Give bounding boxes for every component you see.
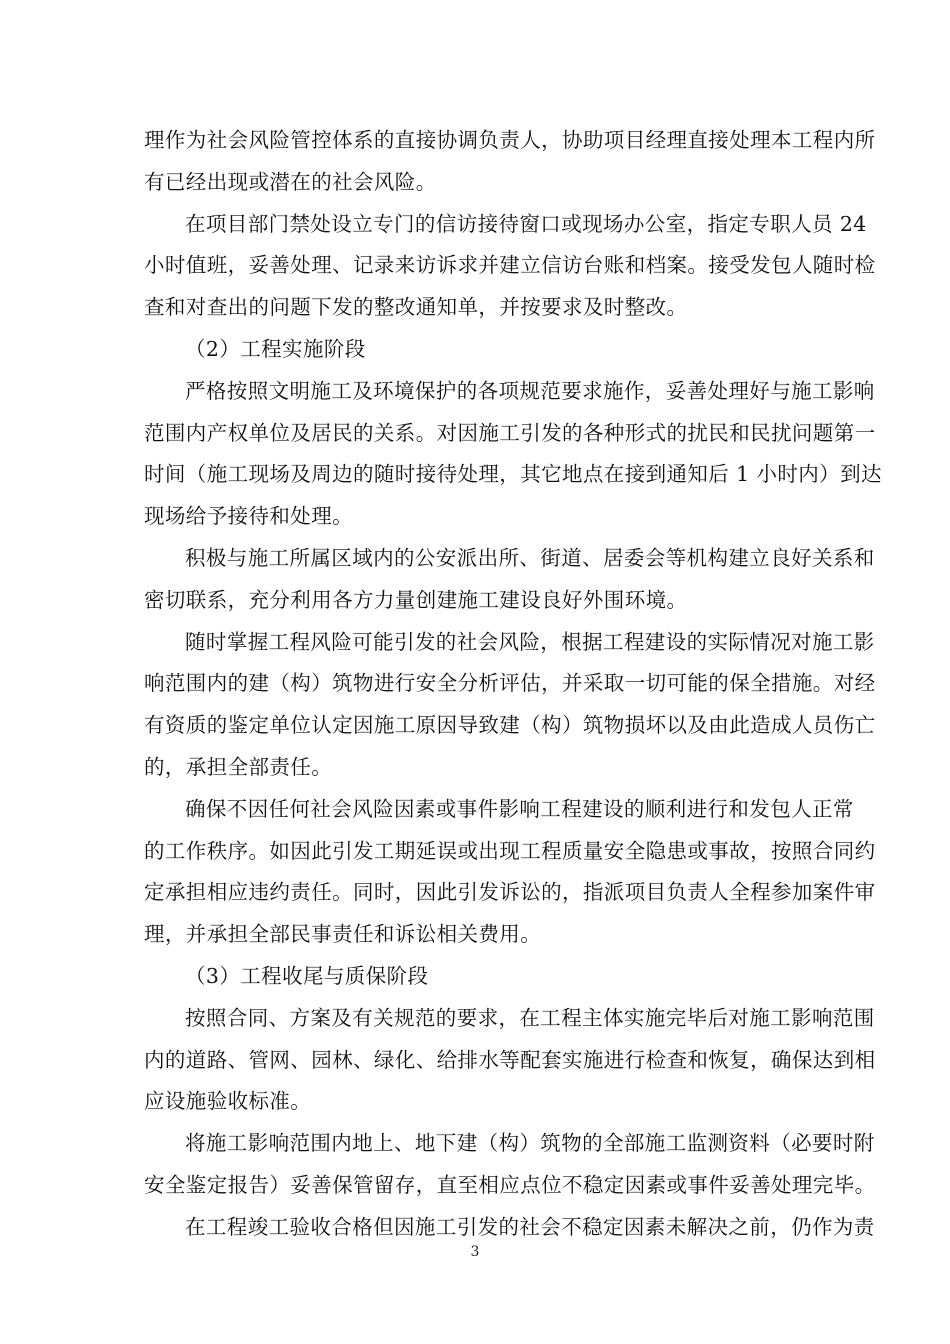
text-line: 内的道路、管网、园林、绿化、给排水等配套实施进行检查和恢复，确保达到相 bbox=[144, 1047, 876, 1072]
text-line: 理作为社会风险管控体系的直接协调负责人，协助项目经理直接处理本工程内所 bbox=[144, 128, 876, 152]
page-number: 3 bbox=[470, 1244, 480, 1260]
text-line: 确保不因任何社会风险因素或事件影响工程建设的顺利进行和发包人正常 bbox=[185, 796, 854, 821]
paragraph-liability bbox=[144, 789, 876, 956]
text-line: 时间（施工现场及周边的随时接待处理，其它地点在接到通知后 1 小时内）到达 bbox=[144, 462, 882, 487]
paragraph-post-acceptance bbox=[144, 1207, 875, 1249]
text-line: 将施工影响范围内地上、地下建（构）筑物的全部施工监测资料（必要时附 bbox=[185, 1131, 875, 1156]
text-line: 的，承担全部责任。 bbox=[144, 754, 333, 779]
document-body bbox=[144, 120, 882, 1249]
section-heading-closeout bbox=[144, 956, 810, 998]
paragraph-local-relations bbox=[144, 538, 875, 622]
heading-text: （3）工程收尾与质保阶段 bbox=[185, 963, 429, 988]
paragraph-restoration bbox=[144, 998, 876, 1123]
text-line: 有资质的鉴定单位认定因施工原因导致建（构）筑物损坏以及由此造成人员伤亡 bbox=[144, 713, 876, 738]
text-line: 有已经出现或潜在的社会风险。 bbox=[144, 169, 437, 194]
paragraph-continuation bbox=[144, 120, 876, 204]
text-line: 随时掌握工程风险可能引发的社会风险，根据工程建设的实际情况对施工影 bbox=[185, 629, 875, 654]
text-line: 应设施验收标准。 bbox=[144, 1089, 312, 1114]
text-line: 密切联系，充分利用各方力量创建施工建设良好外围环境。 bbox=[144, 587, 688, 612]
paragraph-civilized-construction bbox=[144, 371, 882, 538]
text-line: 按照合同、方案及有关规范的要求，在工程主体实施完毕后对施工影响范围 bbox=[185, 1005, 875, 1030]
text-line: 严格按照文明施工及环境保护的各项规范要求施作，妥善处理好与施工影响 bbox=[185, 378, 875, 403]
text-line: 积极与施工所属区域内的公安派出所、街道、居委会等机构建立良好关系和 bbox=[185, 545, 875, 570]
text-line: 现场给予接待和处理。 bbox=[144, 504, 353, 529]
section-heading-implementation bbox=[144, 329, 810, 371]
text-line: 响范围内的建（构）筑物进行安全分析评估，并采取一切可能的保全措施。对经 bbox=[144, 671, 876, 696]
text-line: 在工程竣工验收合格但因施工引发的社会不稳定因素未解决之前，仍作为责 bbox=[185, 1214, 875, 1239]
text-line: 安全鉴定报告）妥善保管留存，直至相应点位不稳定因素或事件妥善处理完毕。 bbox=[144, 1172, 876, 1197]
paragraph-monitoring-records bbox=[144, 1123, 876, 1207]
text-line: 查和对查出的问题下发的整改通知单，并按要求及时整改。 bbox=[144, 295, 688, 320]
text-line: 范围内产权单位及居民的关系。对因施工引发的各种形式的扰民和民扰问题第一 bbox=[144, 420, 876, 445]
text-line: 在项目部门禁处设立专门的信访接待窗口或现场办公室，指定专职人员 24 bbox=[185, 211, 867, 236]
text-line: 理，并承担全部民事责任和诉讼相关费用。 bbox=[144, 922, 542, 947]
text-line: 的工作秩序。如因此引发工期延误或出现工程质量安全隐患或事故，按照合同约 bbox=[144, 838, 876, 863]
heading-text: （2）工程实施阶段 bbox=[185, 336, 366, 361]
paragraph-risk-assessment bbox=[144, 622, 876, 789]
text-line: 小时值班，妥善处理、记录来访诉求并建立信访台账和档案。接受发包人随时检 bbox=[144, 253, 876, 278]
text-line: 定承担相应违约责任。同时，因此引发诉讼的，指派项目负责人全程参加案件审 bbox=[144, 880, 876, 905]
paragraph-petition-office bbox=[144, 204, 876, 329]
